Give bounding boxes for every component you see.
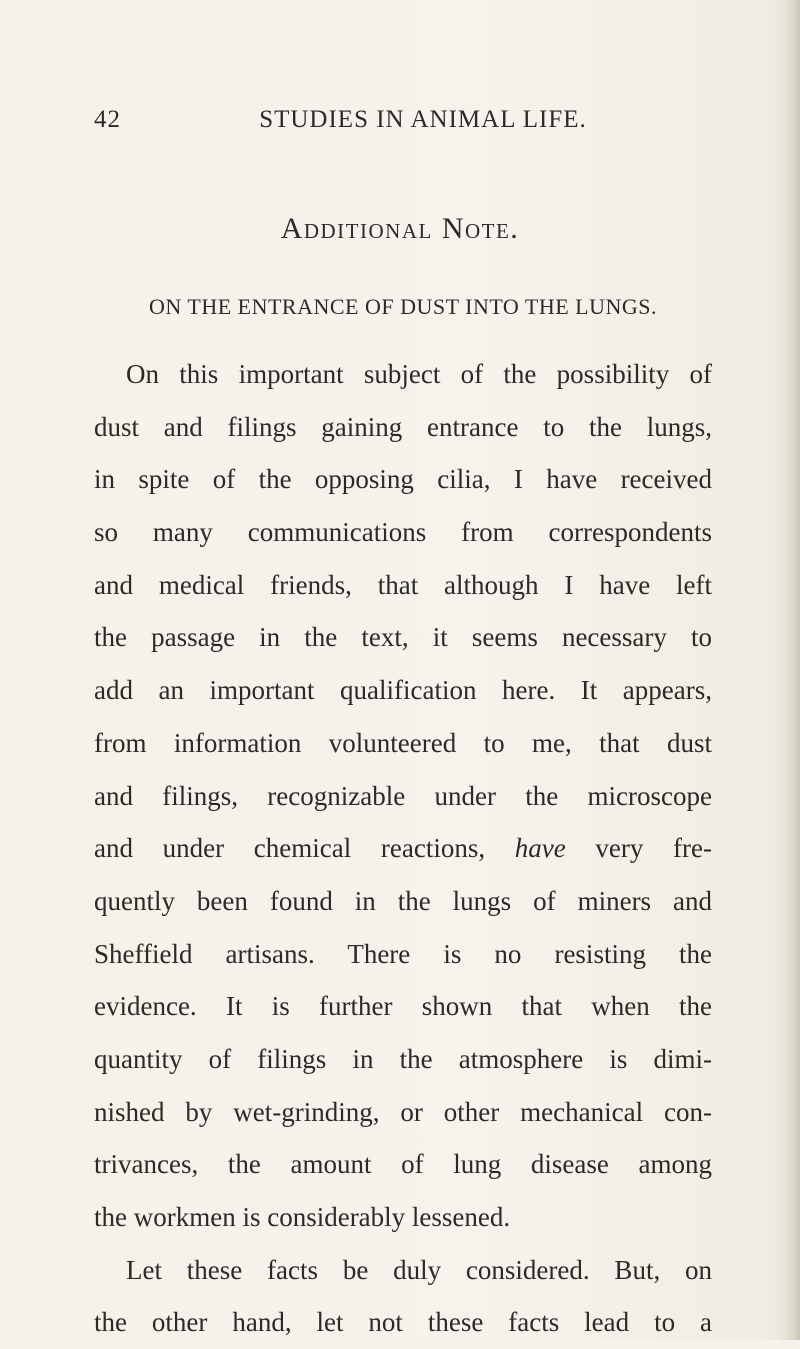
body-line: the other hand, let not these facts lead to a [94,1307,712,1338]
body-line-mixed [94,822,712,875]
body-line: the workmen is considerably lessened. [94,1202,511,1232]
body-line: Sheffield artisans. There is no resisting the [94,938,712,969]
body-line: from information volunteered to me, that dust [94,727,712,758]
body-line: trivances, the amount of lung disease among [94,1149,712,1180]
body-line: and filings, recognizable under the microscope [94,780,712,811]
running-header [94,106,712,146]
body-line-segment: and under chemical reactions, [94,833,486,864]
body-line: the passage in the text, it seems necessary to [94,622,712,653]
body-line: dust and filings gaining entrance to the lungs, [94,411,712,442]
body-line: On this important subject of the possibility of [126,359,712,389]
body-line: evidence. It is further shown that when the [94,991,712,1022]
body-line: add an important qualification here. It appears, [94,675,712,706]
body-line: in spite of the opposing cilia, I have received [94,464,712,495]
body-line: quently been found in the lungs of miners and [94,885,712,916]
section-title: Additional Note. [280,212,520,245]
body-line: nished by wet-grinding, or other mechanical con- [94,1096,712,1127]
section-subtitle: ON THE ENTRANCE OF DUST INTO THE LUNGS. [149,294,657,319]
page-number: 42 [94,106,121,133]
page-edge-shadow [778,0,800,1340]
italic-word: have [514,833,566,864]
body-line: quantity of filings in the atmosphere is dimi- [94,1043,712,1074]
body-line: Let these facts be duly considered. But, on [126,1254,712,1285]
body-text [94,348,712,1349]
body-line: and medical friends, that although I have left [94,569,712,600]
body-line-segment: very fre- [595,833,712,864]
body-line: so many communications from correspondents [94,517,712,548]
running-title: STUDIES IN ANIMAL LIFE. [259,106,587,133]
